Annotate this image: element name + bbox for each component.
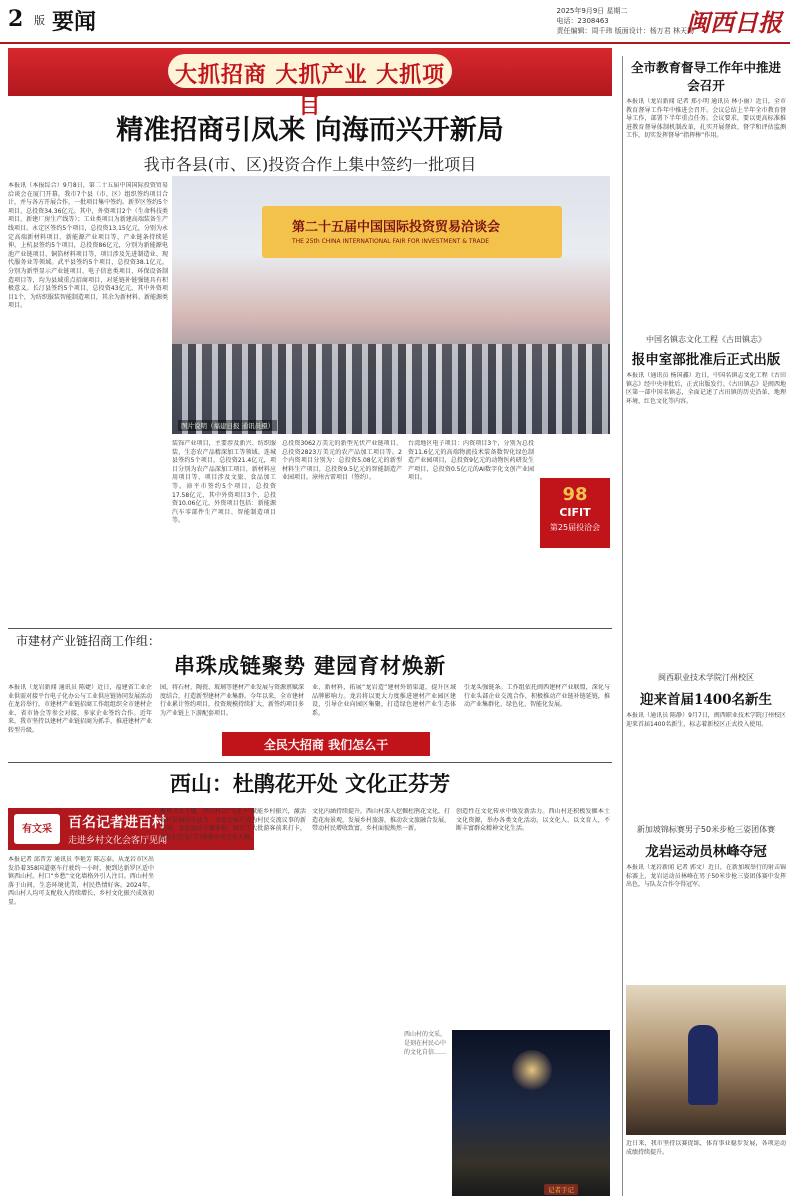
rc-text-1: 本报讯（龙岩新闻 记者 郑小明 通讯员 林小丽）近日，全市教育督导工作年中推进会召开。会议总结上半年全市教育督导工作，部署下半年重点任务。会议要求，要以更高标准推进教育督导体制机制改革，扎实开展督政、督学和评估监测工作，切实发挥督导“指挥棒”作用。 bbox=[626, 98, 786, 140]
rc-headline-3[interactable]: 迎来首届1400名新生 bbox=[639, 692, 773, 708]
photo-sign-cn: 第二十五届中国国际投资贸易洽谈会 bbox=[292, 220, 501, 235]
second-kicker: 市建材产业链招商工作组： bbox=[16, 634, 161, 648]
photo-sign bbox=[262, 206, 562, 258]
cifit-badge bbox=[540, 478, 610, 548]
column-rule bbox=[622, 56, 623, 1196]
lead-headline[interactable]: 精准招商引凤来 向海而兴开新局 bbox=[116, 115, 504, 146]
section-title: 要闻 bbox=[52, 9, 97, 35]
second-col-4: 引龙头强链条。工作组依托闽西建材产业联盟，深化与行业头部企业交流合作，积极推动产业链补链延链，推动产业集群化、绿色化、智能化发展。 bbox=[464, 684, 610, 709]
third-headline[interactable]: 西山：杜鹃花开处 文化正芬芳 bbox=[169, 771, 451, 796]
editors: 责任编辑：周千玮 版面设计：杨万君 林天扬 bbox=[556, 27, 694, 35]
lead-col-3: 总投资3062万美元的新型光伏产业链项目、总投资2823万美元的农产品加工项目等。2个内资项目分别为：总投资5.08亿元的新型材料生产项目，总投资9.5亿元的智能制造产业园项目。漳州古雷项目（签约）。 bbox=[282, 440, 402, 482]
badge-title: 百名记者进百村 bbox=[68, 815, 166, 831]
header-meta bbox=[557, 6, 694, 36]
issue-date: 2025年9月9日 星期二 bbox=[556, 7, 628, 15]
night-photo[interactable] bbox=[452, 1030, 610, 1196]
badge-tag-text: 有文采 bbox=[22, 824, 52, 835]
third-col-4: 创造性在文化传承中焕发新活力。西山村还积极发掘本土文化资源，举办各类文化活动，以文化人、以文育人，不断丰富群众精神文化生活。 bbox=[456, 808, 610, 833]
lead-photo-caption: 图片说明（福建日报 通讯员摄） bbox=[178, 420, 277, 431]
second-col-3: 业、新材料，拓展“龙岩造”建材外销渠道，提升区域品牌影响力。龙岩将以更大力度推进建材产业园区建设，引导企业向园区集聚，打造绿色建材产业生态体系。 bbox=[312, 684, 456, 717]
reporter-note: 西山村的文采，是刻在村民心中的文化自信…… bbox=[404, 1031, 447, 1056]
page-header bbox=[0, 0, 790, 44]
rc-kicker-3: 闽西职业技术学院汀州校区 bbox=[658, 673, 754, 682]
second-headline[interactable]: 串珠成链聚势 建园育材焕新 bbox=[173, 653, 447, 678]
lead-col-4: 台湾地区电子项目：内资项目3个，分别为总投资11.6亿元的高端物流技术装备数智化绿色制造产业园项目，总投资9亿元的动物医药研发生产项目，总投资0.5亿元的AI数字化文创产业园项目。 bbox=[408, 440, 534, 482]
lead-col-2: 装饰产业项目，主要涉及新兴、纺织服装、生态农产品精深加工等领域。连城县签约5个项目，总投资21.4亿元，项目分别为农产品深加工项目、新材料应用项目等，项目涉及文旅、食品加工等。漳平市签约5个项目，总投资17.58亿元，其中外资项目3个，总投资10.06亿元，外资项目包括：新能源汽车零部件生产项目、智能制造项目等。 bbox=[172, 440, 276, 525]
campaign-band-text: 全民大招商 我们怎么干 bbox=[263, 738, 389, 752]
page-suffix: 版 bbox=[34, 14, 45, 27]
divider bbox=[8, 628, 612, 629]
cifit-sub: 第25届投洽会 bbox=[549, 523, 601, 532]
second-col-2: 园，将石材、陶瓷、玻璃等建材产业发展与资源禀赋深度结合，打造新型建材产业集群。今年以来，全市建材行业累计签约项目，投资规模持续扩大，新签约项目多为产业链上下游配套项目。 bbox=[160, 684, 304, 717]
rc-headline-1[interactable]: 全市教育督导工作年中推进会召开 bbox=[630, 60, 781, 93]
reporter-note-tag: 记者手记 bbox=[544, 1184, 578, 1195]
third-col-2: 聚焦文化主题，西山村以“文化+”赋能乡村振兴，激活乡村发展内生动力，文化会客厅成为村民交流议事的新空间。文化活动丰富多彩，吸引了大批游客前来打卡，村民们在家门口就能享受文化大餐。 bbox=[160, 808, 306, 841]
lead-banner bbox=[8, 48, 612, 119]
rc-headline-4[interactable]: 龙岩运动员林峰夺冠 bbox=[645, 844, 767, 860]
tel: 电话：2308463 bbox=[556, 17, 609, 25]
lead-photo[interactable] bbox=[172, 176, 610, 434]
rc-headline-2[interactable]: 报申室部批准后正式出版 bbox=[631, 352, 781, 368]
divider bbox=[8, 762, 612, 763]
rc-text-5: 近日来，我市坚持以赛促练，体育事业稳步发展，各项运动成绩持续提升。 bbox=[626, 1140, 786, 1156]
rc-text-4: 本报讯（龙岩新闻 记者 郭文）近日，在新加坡举行的射击锦标赛上，龙岩运动员林峰在男子50米步枪三姿团体赛中发挥出色，与队友合作夺得冠军。 bbox=[626, 864, 786, 889]
rc-text-2: 本报讯（通讯员 杨国鑫）近日，中国名镇志文化工程《古田镇志》经中央审批后，正式出版发行。《古田镇志》是闽西地区第一部中国名镇志，全面记述了古田镇的历史沿革、地理环境、红色文化等内容。 bbox=[626, 372, 786, 405]
second-col-1: 本报讯（龙岩新闻 通讯员 陈婕）近日，福建省工业企业供需对接平台电子化办公与工业供应链协同发展活动在龙岩举行，市建材产业链招商工作组组织全市建材企业、省市协会等参会对接，多家企业签约合作。近年来，我市坚持以建材产业链招商为抓手，推进建材产业转型升级。 bbox=[8, 684, 152, 734]
badge-tag bbox=[14, 814, 60, 844]
rc-kicker-2: 中国名镇志文化工程《古田镇志》 bbox=[646, 335, 766, 344]
newspaper-logo: 闽西日报 bbox=[686, 8, 782, 37]
cifit-logo-number: 98 bbox=[562, 484, 588, 505]
athlete-figure bbox=[688, 1025, 718, 1105]
page-number: 2 bbox=[8, 6, 24, 32]
athlete-photo[interactable] bbox=[626, 985, 786, 1135]
rc-kicker-4: 新加坡锦标赛男子50米步枪三姿团体赛 bbox=[636, 825, 776, 834]
badge-subtitle: 走进乡村文化会客厅见闻 bbox=[68, 836, 168, 846]
lead-col-1: 本报讯（本报综合）9月8日，第二十五届中国国际投资贸易洽谈会在厦门开幕，我市7个县（市、区）组织签约项目合计，并与各方开展合作，一批项目集中签约。新罗区签约5个项目，总投资34.36亿元。其中，外资项目2个（生命科技类项目，新建厂房生产线等）；工业类项目为新建高端装备生产线项目。永定区签约5个项目，总投资13.15亿元，分别为永定高端新材料项目、新能源产业项目等，产业链条持续延伸。上杭县签约5个项目，总投资86亿元，分别为新能源电池产业链项目、铜箔材料项目等，项目涉及先进制造业、现代服务业等领域。武平县签约5个项目，总投资38.1亿元，分别为新型显示产业链项目、电子信息类项目、环保设备制造项目等，均为县域重点招商项目，对延链补链强链具有积极意义。长汀县签约5个项目，总投资43亿元，其中外资项目1个，为纺织服装智能制造项目，其余为新材料、新能源类项目。 bbox=[8, 182, 168, 310]
rc-text-3: 本报讯（通讯员 陈静）9月7日，闽西职业技术学院汀州校区迎来首届1400名新生，标志着新校区正式投入使用。 bbox=[626, 712, 786, 728]
lead-subhead: 我市各县(市、区)投资合作上集中签约一批项目 bbox=[143, 155, 477, 174]
third-col-3: 文化内涵持续提升，西山村深入挖掘杜鹃花文化，打造花海景观，发展乡村旅游，推动农文旅融合发展，带动村民增收致富，乡村面貌焕然一新。 bbox=[312, 808, 450, 833]
campaign-band bbox=[222, 732, 430, 756]
banner-text: 大抓招商 大抓产业 大抓项目 bbox=[174, 62, 446, 119]
cifit-name: CIFIT bbox=[559, 506, 591, 519]
photo-sign-en: THE 25th CHINA INTERNATIONAL FAIR FOR INVESTMENT & TRADE bbox=[292, 238, 490, 245]
third-col-1: 本报记者 邱晋芳 通讯员 李艳芳 陈志泰。从龙岩市区出发沿着358国道驱车行驶约一小时，便到达新罗区适中镇西山村。村口“乡愁”文化墙格外引人注目。西山村坐落于山间，生态环境优美，村民热情好客。2024年，西山村人均可支配收入持续增长，乡村文化振兴成效初显。 bbox=[8, 856, 154, 906]
lamp-glow bbox=[512, 1050, 552, 1090]
